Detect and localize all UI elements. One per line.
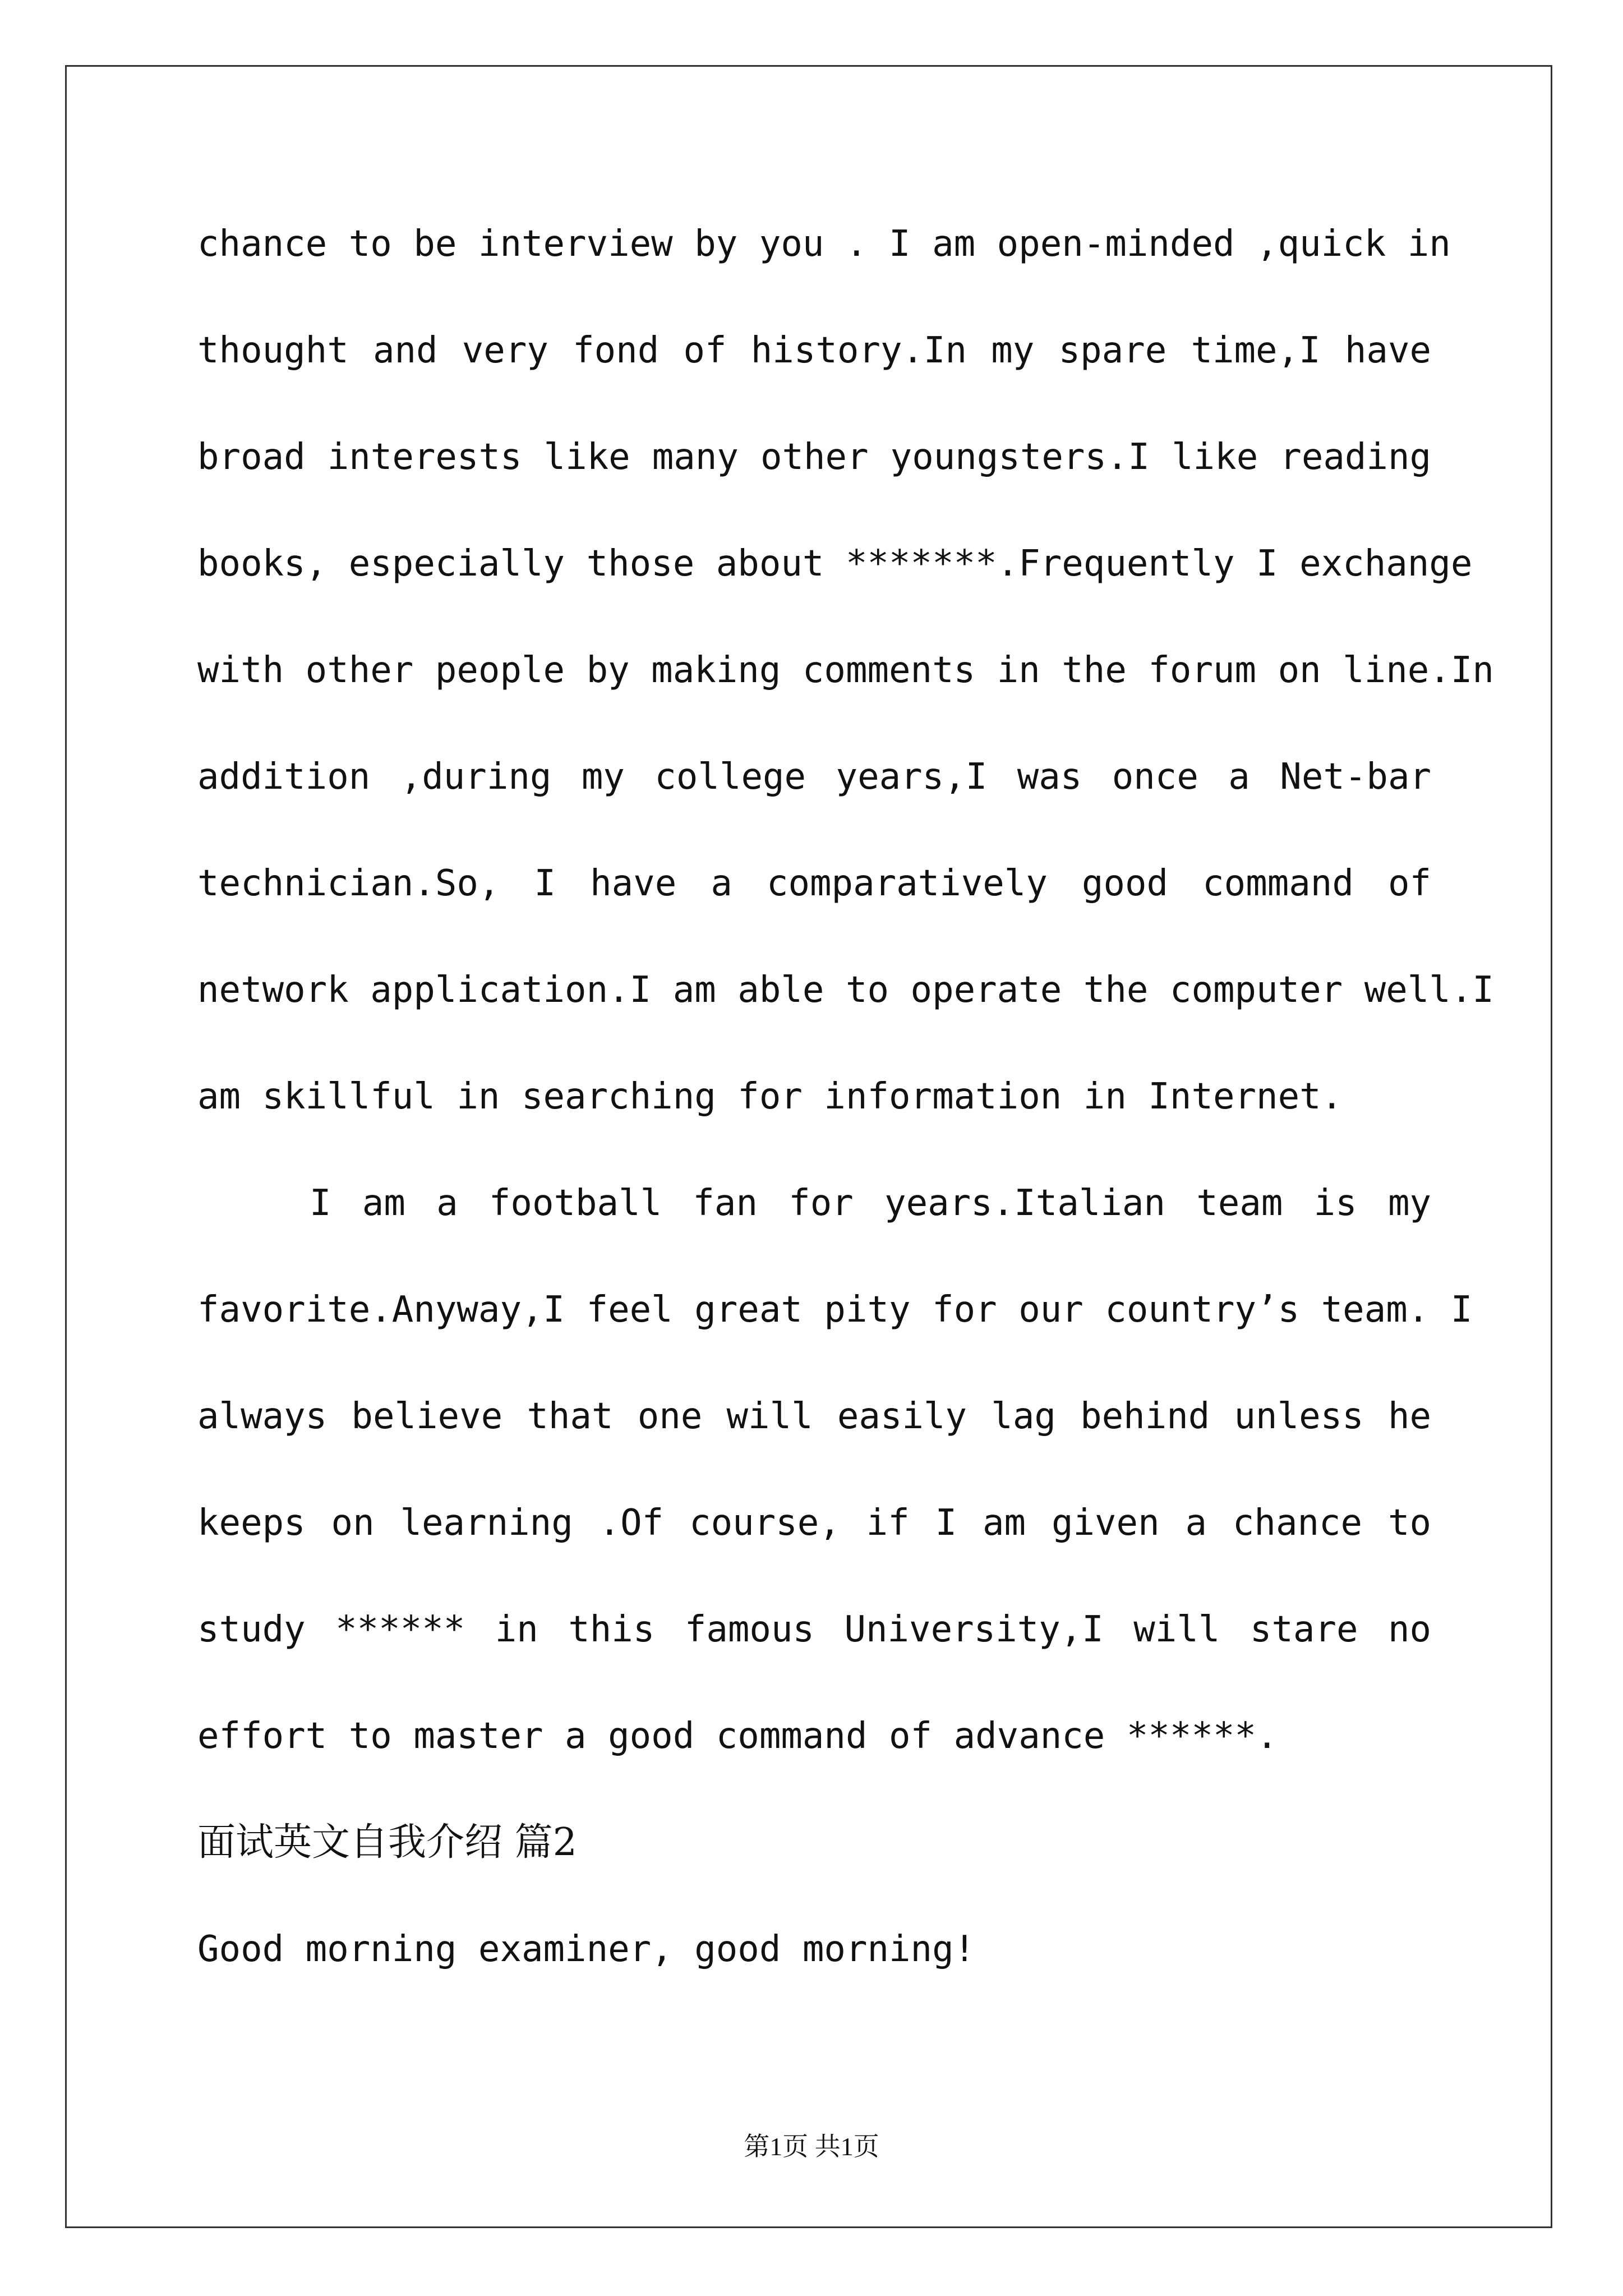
paragraph-1-line-2: thought and very fond of history.In my spare time,I have bbox=[197, 330, 1431, 371]
paragraph-1-line-6: addition ,during my college years,I was once a Net-bar bbox=[197, 756, 1431, 798]
paragraph-1-line-1: chance to be interview by you . I am open-minded ,quick in bbox=[197, 223, 1451, 265]
paragraph-2-line-1: I am a football fan for years.Italian team is my bbox=[310, 1182, 1431, 1224]
paragraph-2-line-4: keeps on learning .Of course, if I am given a chance to bbox=[197, 1502, 1431, 1544]
page-border bbox=[65, 65, 1552, 2228]
paragraph-2-line-6: effort to master a good command of advance ******. bbox=[197, 1715, 1278, 1757]
paragraph-1-line-4: books, especially those about *******.Frequently I exchange bbox=[197, 543, 1473, 585]
paragraph-1-line-3: broad interests like many other youngsters.I like reading bbox=[197, 436, 1431, 478]
paragraph-2-line-3: always believe that one will easily lag behind unless he bbox=[197, 1396, 1431, 1437]
paragraph-1-line-9: am skillful in searching for information in Internet. bbox=[197, 1076, 1343, 1117]
paragraph-1-line-5: with other people by making comments in the forum on line.In bbox=[197, 650, 1494, 691]
closing-line: Good morning examiner, good morning! bbox=[197, 1929, 976, 1970]
section-heading: 面试英文自我介绍 篇2 bbox=[197, 1820, 577, 1865]
page-footer: 第1页 共1页 bbox=[744, 2132, 879, 2161]
paragraph-2-line-2: favorite.Anyway,I feel great pity for our country’s team. I bbox=[197, 1289, 1473, 1331]
paragraph-2-line-5: study ****** in this famous University,I will stare no bbox=[197, 1609, 1431, 1650]
paragraph-1-line-8: network application.I am able to operate the computer well.I bbox=[197, 969, 1494, 1011]
paragraph-1-line-7: technician.So, I have a comparatively good command of bbox=[197, 863, 1431, 904]
